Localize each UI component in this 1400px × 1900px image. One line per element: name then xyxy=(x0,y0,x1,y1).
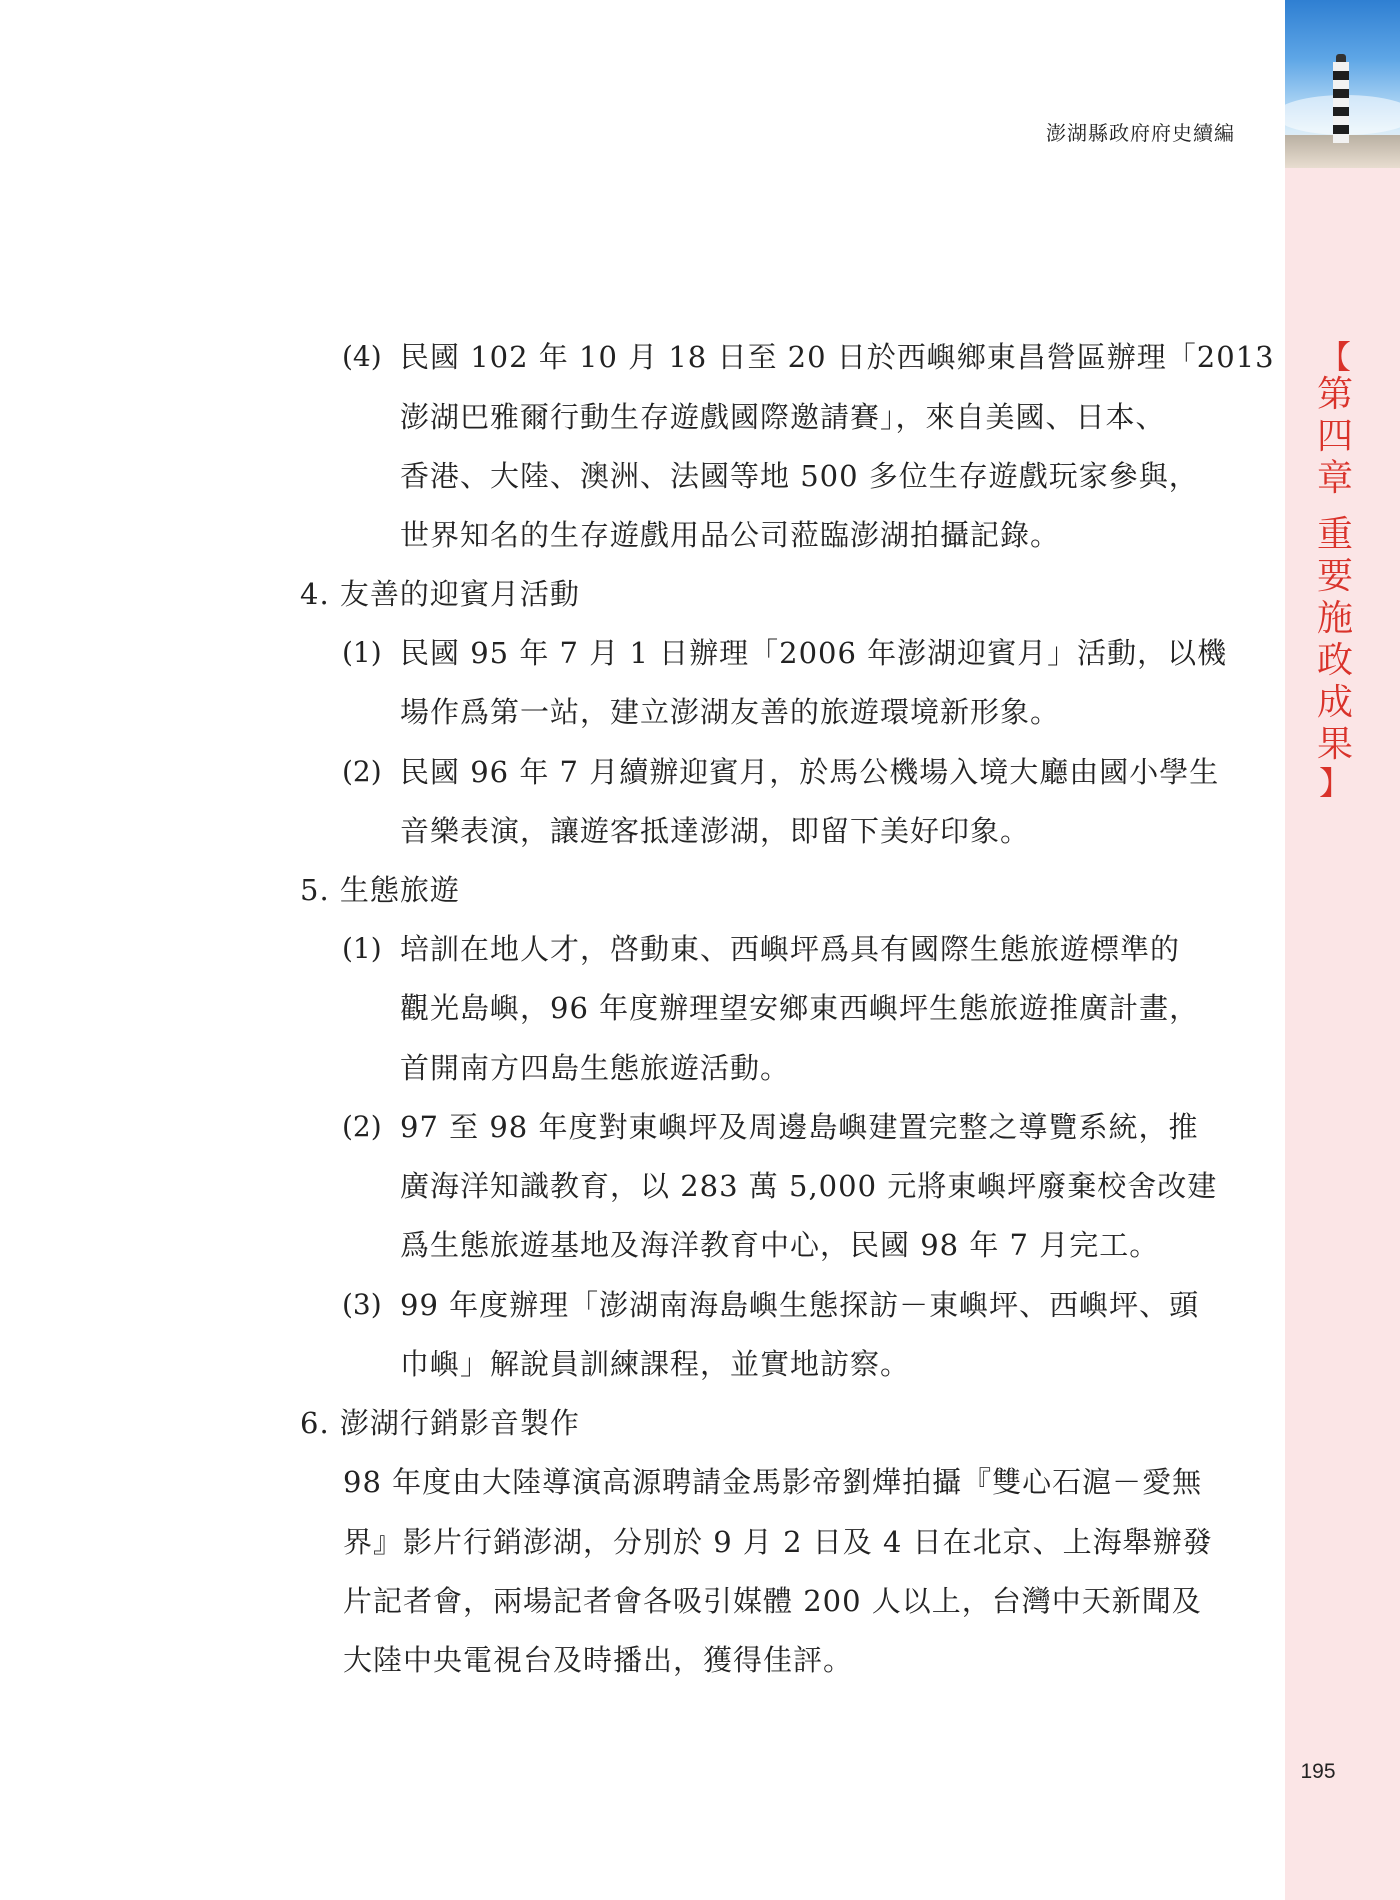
section-heading: 4. 友善的迎賓月活動 xyxy=(300,577,580,611)
chapter-title-char: 】 xyxy=(1318,764,1351,802)
chapter-title xyxy=(1310,340,1360,800)
chapter-title-char: 施 xyxy=(1316,598,1353,639)
chapter-title-char: 重 xyxy=(1316,514,1353,555)
chapter-sidebar xyxy=(1285,0,1400,1900)
paragraph-line: 界』影片行銷澎湖，分別於 9 月 2 日及 4 日在北京、上海舉辦發 xyxy=(343,1525,1213,1559)
paragraph-line: 首開南方四島生態旅遊活動。 xyxy=(400,1051,791,1085)
section-heading: 5. 生態旅遊 xyxy=(300,873,460,907)
paragraph-line: 澎湖巴雅爾行動生存遊戲國際邀請賽」，來自美國、日本、 xyxy=(400,400,1166,434)
list-marker: (3) xyxy=(342,1288,382,1321)
paragraph-line: 巾嶼」解說員訓練課程，並實地訪察。 xyxy=(400,1347,911,1381)
chapter-title-char: 四 xyxy=(1316,416,1353,457)
paragraph-line: 場作爲第一站，建立澎湖友善的旅遊環境新形象。 xyxy=(400,695,1061,729)
paragraph-line: 民國 102 年 10 月 18 日至 20 日於西嶼鄉東昌營區辦理「2013 xyxy=(400,340,1275,374)
paragraph-line: 音樂表演，讓遊客抵達澎湖，即留下美好印象。 xyxy=(400,814,1031,848)
chapter-title-char: 章 xyxy=(1316,458,1353,499)
paragraph-line: 民國 95 年 7 月 1 日辦理「2006 年澎湖迎賓月」活動，以機 xyxy=(400,636,1228,670)
list-marker: (1) xyxy=(342,636,382,669)
chapter-title-char: 政 xyxy=(1316,640,1353,681)
paragraph-line: 培訓在地人才，啓動東、西嶼坪爲具有國際生態旅遊標準的 xyxy=(400,932,1181,966)
chapter-title-char: 果 xyxy=(1316,724,1353,765)
lighthouse-icon xyxy=(1333,62,1349,142)
paragraph-line: 片記者會，兩場記者會各吸引媒體 200 人以上，台灣中天新聞及 xyxy=(343,1584,1202,1618)
chapter-title-char: 成 xyxy=(1316,682,1353,723)
page-number: 195 xyxy=(1300,1760,1336,1783)
paragraph-line: 98 年度由大陸導演高源聘請金馬影帝劉燁拍攝『雙心石滬－愛無 xyxy=(343,1465,1203,1499)
list-marker: (2) xyxy=(342,1110,382,1143)
list-marker: (1) xyxy=(342,932,382,965)
paragraph-line: 97 至 98 年度對東嶼坪及周邊島嶼建置完整之導覽系統，推 xyxy=(400,1110,1199,1144)
paragraph-line: 廣海洋知識教育，以 283 萬 5,000 元將東嶼坪廢棄校舍改建 xyxy=(400,1169,1218,1203)
paragraph-line: 民國 96 年 7 月續辦迎賓月，於馬公機場入境大廳由國小學生 xyxy=(400,755,1220,789)
section-heading: 6. 澎湖行銷影音製作 xyxy=(300,1406,580,1440)
running-header: 澎湖縣政府府史續編 xyxy=(1046,121,1235,145)
chapter-title-char: 要 xyxy=(1316,556,1353,597)
paragraph-line: 大陸中央電視台及時播出，獲得佳評。 xyxy=(343,1643,854,1677)
chapter-title-char: 第 xyxy=(1316,374,1353,415)
lighthouse-photo xyxy=(1285,0,1400,168)
paragraph-line: 世界知名的生存遊戲用品公司蒞臨澎湖拍攝記錄。 xyxy=(400,518,1061,552)
chapter-title-char: 【 xyxy=(1318,338,1351,376)
paragraph-line: 觀光島嶼，96 年度辦理望安鄉東西嶼坪生態旅遊推廣計畫， xyxy=(400,991,1200,1025)
paragraph-line: 99 年度辦理「澎湖南海島嶼生態探訪－東嶼坪、西嶼坪、頭 xyxy=(400,1288,1200,1322)
paragraph-line: 爲生態旅遊基地及海洋教育中心，民國 98 年 7 月完工。 xyxy=(400,1228,1160,1262)
list-marker: (2) xyxy=(342,755,382,788)
paragraph-line: 香港、大陸、澳洲、法國等地 500 多位生存遊戲玩家參與， xyxy=(400,459,1199,493)
list-marker: (4) xyxy=(342,340,382,373)
